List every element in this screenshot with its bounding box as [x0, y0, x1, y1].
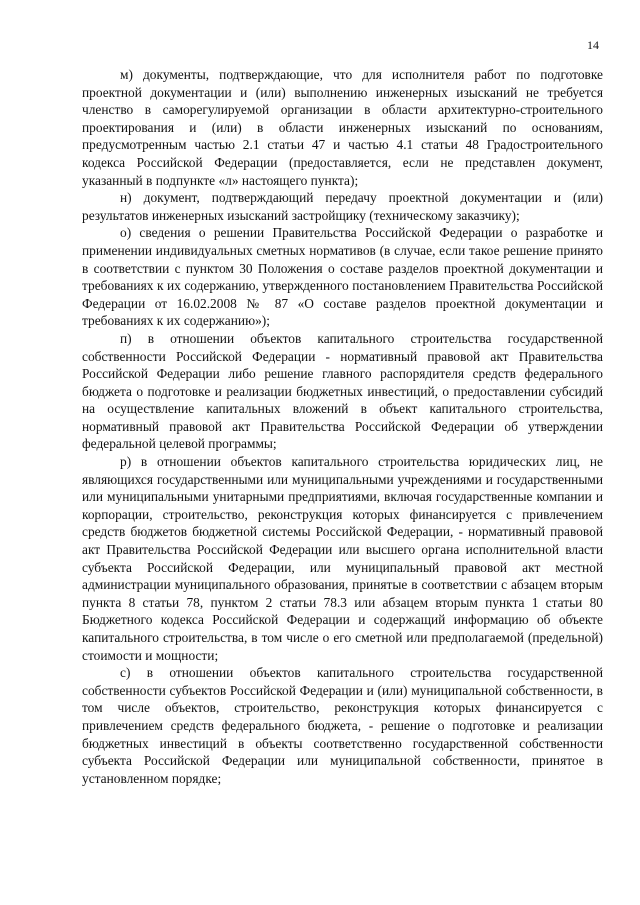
- document-body: [82, 66, 603, 787]
- paragraph-o: о) сведения о решении Правительства Российской Федерации о разработке и применении индивидуальных сметных нормативов (в случае, если такое решение принято в соответствии с пунктом 30 Положения о составе разделов проектной документации и требованиях к их содержанию, утвержденного постановлением Правительства Российской Федерации от 16.02.2008 № 87 «О составе разделов проектной документации и требованиях к их содержанию»);: [82, 225, 603, 329]
- paragraph-n: н) документ, подтверждающий передачу проектной документации и (или) результатов инженерных изысканий застройщику (техническому заказчику);: [82, 190, 603, 223]
- paragraph-s: с) в отношении объектов капитального строительства государственной собственности субъектов Российской Федерации и (или) муниципальной собственности, в том числе объектов, строительство, реконструкция которых финансируется с привлечением средств федерального бюджета, - решение о подготовке и реализации бюджетных инвестиций в объекты соответственно государственной собственности субъекта Российской Федерации или муниципальной собственности, принятое в установленном порядке;: [82, 665, 603, 786]
- page-number: 14: [587, 38, 599, 52]
- paragraph-m: м) документы, подтверждающие, что для исполнителя работ по подготовке проектной документации и (или) выполнению инженерных изысканий не требуется членство в саморегулируемой организации в области архитектурно-строительного проектирования и (или) в области инженерных изысканий по основаниям, предусмотренным частью 2.1 статьи 47 и частью 4.1 статьи 48 Градостроительного кодекса Российской Федерации (предоставляется, если не представлен документ, указанный в подпункте «л» настоящего пункта);: [82, 67, 603, 188]
- paragraph-r: р) в отношении объектов капитального строительства юридических лиц, не являющихся государственными или муниципальными учреждениями и государственными или муниципальными унитарными предприятиями, включая государственные компании и корпорации, строительство, реконструкция которых финансируется с привлечением средств бюджетов бюджетной системы Российской Федерации, - нормативный правовой акт Правительства Российской Федерации или высшего органа исполнительной власти субъекта Российской Федерации, или муниципальный правовой акт местной администрации муниципального образования, принятые в соответствии с абзацем вторым пункта 8 статьи 78, пунктом 2 статьи 78.3 или абзацем вторым пункта 1 статьи 80 Бюджетного кодекса Российской Федерации и содержащий информацию об объекте капитального строительства, в том числе о его сметной или предполагаемой (предельной) стоимости и мощности;: [82, 454, 603, 663]
- paragraph-p: п) в отношении объектов капитального строительства государственной собственности Российской Федерации - нормативный правовой акт Правительства Российской Федерации либо решение главного распорядителя средств федерального бюджета о подготовке и реализации бюджетных инвестиций, о предоставлении субсидий на осуществление капитальных вложений в объект капитального строительства, нормативный правовой акт Правительства Российской Федерации об утверждении федеральной целевой программы;: [82, 330, 603, 452]
